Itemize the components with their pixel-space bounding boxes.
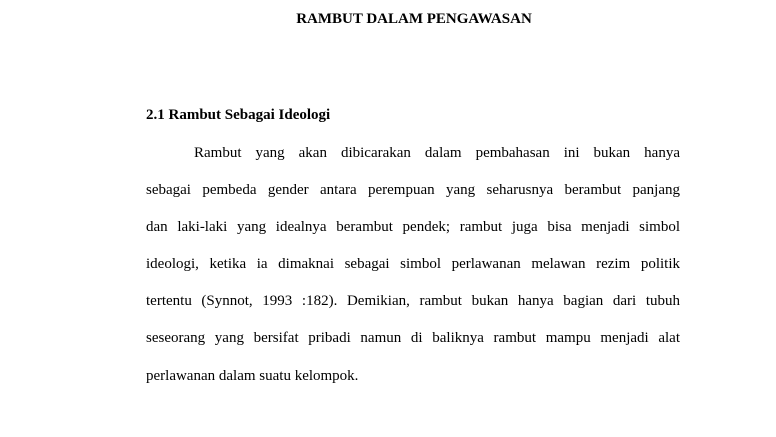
paragraph-line [146,180,680,200]
paragraph-line-text: perlawanan dalam suatu kelompok. [146,368,359,384]
paragraph-line [146,217,680,237]
paragraph-line-text: seseorang yang bersifat pribadi namun di baliknya rambut mampu menjadi alat [146,330,680,346]
paragraph-line-text: dan laki-laki yang idealnya berambut pendek; rambut juga bisa menjadi simbol [146,219,680,235]
chapter-title: RAMBUT DALAM PENGAWASAN [296,11,532,27]
paragraph-line-text: ideologi, ketika ia dimaknai sebagai simbol perlawanan melawan rezim politik [146,256,680,272]
paragraph-line-text: Rambut yang akan dibicarakan dalam pembahasan ini bukan hanya [194,145,680,161]
paragraph-line-text: tertentu (Synnot, 1993 :182). Demikian, rambut bukan hanya bagian dari tubuh [146,293,680,309]
paragraph-line [146,291,680,311]
paragraph-line [146,254,680,274]
paragraph-line-text: sebagai pembeda gender antara perempuan yang seharusnya berambut panjang [146,182,680,198]
paragraph-line [194,143,680,163]
paragraph-line [146,328,680,348]
paragraph-line [146,366,680,386]
section-heading: 2.1 Rambut Sebagai Ideologi [146,107,331,123]
